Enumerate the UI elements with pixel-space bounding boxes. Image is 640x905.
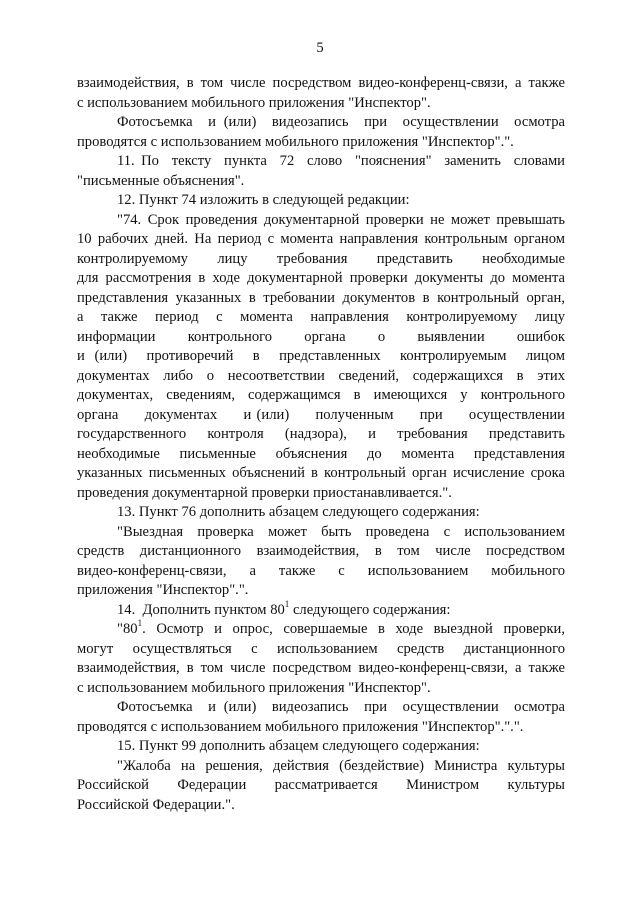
text-line [77,620,565,640]
text-line [77,562,565,582]
superscript: 1 [284,598,290,609]
text-line-content: Российской Федерации.". [77,796,235,813]
text-line-content: взаимодействия, в том числе посредством видео-конференц-связи, а также [77,75,565,91]
text-line-content: для рассмотрения в ходе документарной проверки документы до момента [77,270,565,286]
text-line-content: с использованием мобильного приложения "Инспектор". [77,94,431,111]
text-line [77,679,565,699]
text-line [77,230,565,250]
text-line [77,328,565,348]
text-line [77,367,565,387]
text-line-content: государственного контроля (надзора), и требования представить [77,426,565,442]
text-line [77,718,565,738]
text-line [77,152,565,172]
text-line-content: документах либо о несоответствии сведений, содержащихся в этих [77,367,565,384]
text-line [77,269,565,289]
text-line-content: взаимодействия, в том числе посредством видео-конференц-связи, а также [77,660,565,676]
text-line-content: средств дистанционного взаимодействия, в том числе посредством [77,543,565,559]
text-line-continuation: следующего содержания: [289,601,451,618]
text-line-content: Российской Федерации рассматривается Министром культуры [77,777,565,793]
text-line [77,308,565,328]
text-line-content: информации контрольного органа о выявлении ошибок [77,328,565,345]
text-line [77,659,565,679]
text-line-content: Фотосъемка и (или) видеозапись при осуществлении осмотра [117,699,565,715]
page-number: 5 [316,40,324,56]
text-line [77,445,565,465]
text-line [77,133,565,153]
text-line-content: 12. Пункт 74 изложить в следующей редакции: [117,192,410,208]
text-line [77,211,565,231]
text-line [77,113,565,133]
text-line-content: "письменные объяснения". [77,172,245,189]
text-line-content: проведения документарной проверки приостанавливается.". [77,484,452,501]
text-line [77,598,565,621]
text-line [77,406,565,426]
text-line-content: "Выездная проверка может быть проведена с использованием [117,523,565,540]
text-line [77,523,565,543]
text-line-content: 14. Дополнить пунктом 80 [117,601,285,618]
text-line-content: могут осуществляться с использованием средств дистанционного [77,640,565,657]
text-line-content: указанных письменных объяснений в контрольный орган исчисление срока [77,465,565,481]
text-line [77,386,565,406]
text-line-content: проводятся с использованием мобильного приложения "Инспектор".".". [77,718,524,735]
text-line-content: проводятся с использованием мобильного приложения "Инспектор".". [77,133,514,150]
text-line-content: необходимые письменные объяснения до момента представления [77,445,565,462]
text-line [77,74,565,94]
text-line-content: представления указанных в требовании документов в контрольный орган, [77,289,565,306]
text-line-content: 10 рабочих дней. На период с момента направления контрольным органом [77,231,565,247]
text-line-content: документах, сведениям, содержащимся в имеющихся у контрольного [77,387,565,403]
text-line-content: "80 [117,621,138,637]
text-line [77,581,565,601]
text-line [77,698,565,718]
text-line [77,503,565,523]
text-line-content: а также период с момента направления контролируемому лицу [77,309,565,325]
text-line [77,191,565,211]
text-line-content: органа документах и (или) полученным при осуществлении [77,406,565,423]
text-line [77,776,565,796]
text-line [77,542,565,562]
text-line-content: и (или) противоречий в представленных контролируемым лицом [77,348,565,364]
text-line [77,464,565,484]
text-line [77,640,565,660]
text-line [77,757,565,777]
superscript: 1 [137,618,143,628]
text-line [77,796,565,816]
text-line-content: с использованием мобильного приложения "Инспектор". [77,679,431,696]
text-line [77,289,565,309]
text-line-content: контролируемому лицу требования представить необходимые [77,250,565,267]
text-line-content: приложения "Инспектор".". [77,582,249,598]
text-line [77,484,565,504]
text-line [77,250,565,270]
text-line-content: видео-конференц-связи, а также с использованием мобильного [77,562,565,579]
text-line-content: 11. По тексту пункта 72 слово "пояснения" заменить словами [117,153,565,169]
text-line-continuation: . Осмотр и опрос, совершаемые в ходе выездной проверки, [142,621,565,637]
text-line-content: 15. Пункт 99 дополнить абзацем следующего содержания: [117,738,480,754]
text-line [77,172,565,192]
text-line-content: 13. Пункт 76 дополнить абзацем следующего содержания: [117,504,480,520]
document-body [77,74,565,815]
text-line [77,347,565,367]
text-line [77,737,565,757]
text-line-content: "74. Срок проведения документарной проверки не может превышать [117,211,565,228]
text-line [77,94,565,114]
text-line [77,425,565,445]
text-line-content: Фотосъемка и (или) видеозапись при осуществлении осмотра [117,114,565,130]
text-line-content: "Жалоба на решения, действия (бездействие) Министра культуры [117,757,565,774]
